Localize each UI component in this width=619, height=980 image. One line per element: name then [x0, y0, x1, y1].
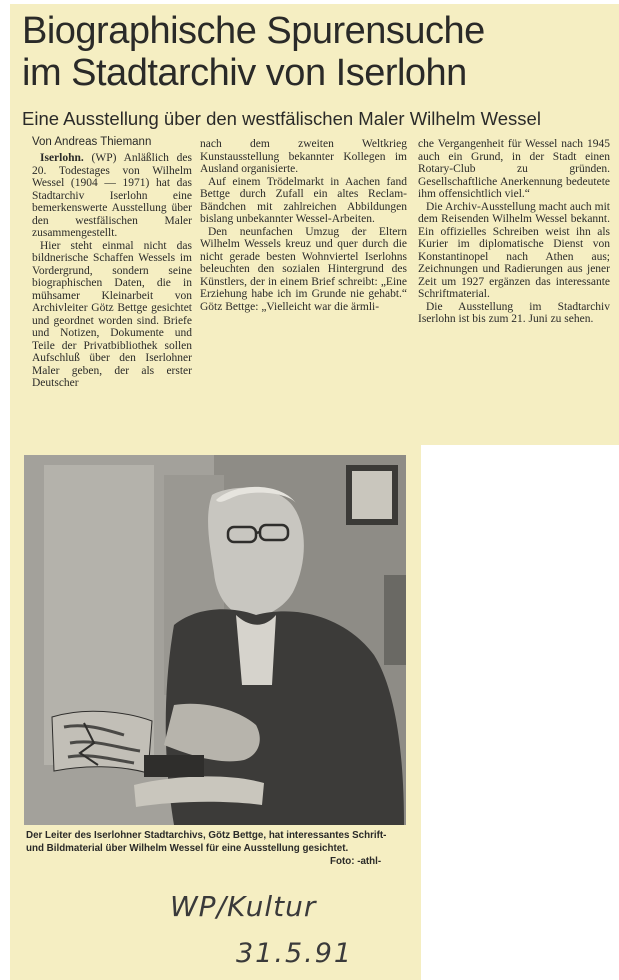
photo-credit: Foto: -athl-: [330, 856, 382, 867]
handwritten-source-note: WP/Kultur: [170, 890, 317, 923]
subheadline: Eine Ausstellung über den westfälischen Maler Wilhelm Wessel: [22, 108, 541, 129]
dateline: Iserlohn.: [40, 152, 84, 164]
paragraph: nach dem zweiten Weltkrieg Kunstausstellung bekannter Kollegen im Ausland organisierte.: [200, 138, 407, 175]
headline-line-2: im Stadtarchiv von Iserlohn: [22, 52, 467, 94]
paragraph: [32, 152, 192, 240]
paragraph: Die Ausstellung im Stadtarchiv Iserlohn ist bis zum 21. Juni zu sehen.: [418, 300, 610, 325]
byline: Von Andreas Thiemann: [32, 136, 152, 148]
handwritten-date-note: 31.5.91: [236, 938, 354, 969]
paragraph: Hier steht einmal nicht das bildnerische Schaffen Wessels im Vordergrund, sondern seine biographischen Daten, die in mühsamer Kleinarbeit von Archivleiter Götz Bettge gesichtet und geordnet worden sind. Briefe und Notizen, Dokumente und Teile der Privatbibliothek sollen Aufschluß über den Iserlohner Maler geben, der als erster Deutscher: [32, 239, 192, 389]
photo-caption: Der Leiter des Iserlohner Stadtarchivs, Götz Bettge, hat interessantes Schrift- und Bildmaterial über Wilhelm Wessel für eine Ausstellung gesichtet.: [26, 830, 387, 854]
article-column-3: [418, 138, 610, 326]
article-column-2: [200, 138, 407, 313]
article-photo: [24, 455, 406, 825]
paragraph-text: (WP) Anläßlich des 20. Todestages von Wilhelm Wessel (1904 — 1971) hat das Stadtarchiv Iserlohn eine bemerkenswerte Ausstellung über den westfälischen Maler zusammengestellt.: [32, 152, 192, 239]
paragraph: Den neunfachen Umzug der Eltern Wilhelm Wessels kreuz und quer durch die nicht gerade besten Wohnviertel Iserlohns beleuchten den sozialen Hintergrund des Künstlers, der in einem Brief schreibt: „Eine Erziehung habe ich im Grunde nie gehabt.“ Götz Bettge: „Vielleicht war die ärmli-: [200, 225, 407, 313]
article-column-1: [32, 152, 192, 390]
photo-illustration: [24, 455, 406, 825]
paragraph: che Vergangenheit für Wessel nach 1945 auch ein Grund, in der Stadt einen Rotary-Club zu gründen. Gesellschaftliche Anerkennung bedeutete ihm offensichtlich viel.“: [418, 138, 610, 200]
paragraph: Auf einem Trödelmarkt in Aachen fand Bettge durch Zufall ein altes Reclam-Bändchen mit zahlreichen Abbildungen bislang unbekannter Wessel-Arbeiten.: [200, 175, 407, 225]
headline-line-1: Biographische Spurensuche: [22, 10, 485, 52]
paragraph: Die Archiv-Ausstellung macht auch mit dem Reisenden Wilhelm Wessel bekannt. Ein offizielles Schreiben weist ihn als Kurier im diplomatische Dienst von Konstantinopel nach Athen aus; Zeichnungen und Radierungen aus jener Zeit um 1927 ergänzen das interessante Schriftmaterial.: [418, 200, 610, 300]
headline: [22, 10, 612, 94]
